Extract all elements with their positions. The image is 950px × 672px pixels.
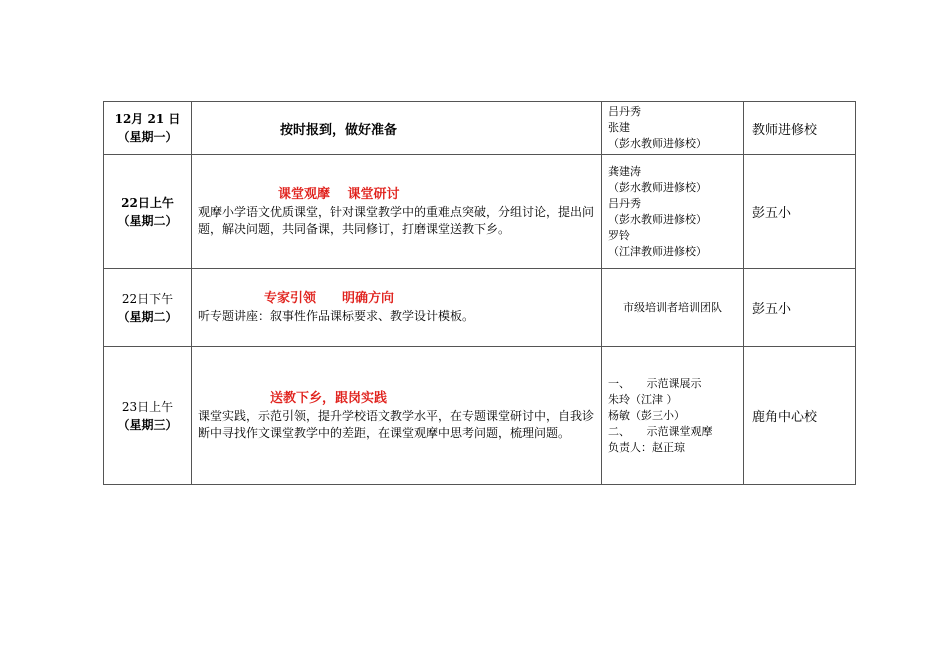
people-cell — [602, 347, 744, 485]
date-line: 23日上午 — [121, 399, 174, 414]
date-line: 22日上午 — [121, 195, 174, 210]
content-body: 听专题讲座：叙事性作品课标要求、教学设计模板。 — [198, 309, 475, 323]
people-cell — [602, 269, 744, 347]
weekday-line: （星期二） — [117, 309, 178, 324]
person-line: （江津教师进修校） — [608, 244, 707, 258]
person-line: 罗铃 — [608, 228, 630, 242]
person-line: 吕丹秀 — [608, 105, 641, 118]
date-cell — [104, 347, 192, 485]
content-cell — [192, 102, 602, 155]
table-row — [104, 269, 856, 347]
person-line: 一、 示范课展示 — [608, 376, 702, 390]
table-row — [104, 102, 856, 155]
content-title: 送教下乡，跟岗实践 — [270, 390, 388, 406]
content-title: 专家引领 明确方向 — [264, 291, 395, 306]
date-cell — [104, 155, 192, 269]
person-line: 龚建涛 — [608, 164, 641, 178]
person-line: 二、 示范课堂观摩 — [608, 424, 713, 438]
person-line: （彭水教师进修校） — [608, 180, 707, 194]
table-row — [104, 155, 856, 269]
person-line: 吕丹秀 — [608, 196, 641, 210]
location-text: 鹿角中心校 — [752, 410, 818, 425]
location-cell — [744, 269, 856, 347]
content-title: 按时报到，做好准备 — [280, 122, 398, 138]
schedule-table — [103, 101, 856, 485]
person-line: 朱玲（江津 ） — [608, 392, 678, 406]
people-cell — [602, 155, 744, 269]
location-text: 教师进修校 — [752, 122, 818, 138]
content-cell — [192, 155, 602, 269]
content-cell — [192, 347, 602, 485]
person-line: 负责人：赵正琼 — [608, 440, 685, 454]
content-body: 课堂实践，示范引领，提升学校语文教学水平，在专题课堂研讨中，自我诊断中寻找作文课堂教学中的差距，在课堂观摩中思考问题，梳理问题。 — [198, 408, 595, 440]
content-title: 课堂观摩 课堂研讨 — [278, 186, 400, 202]
date-line: 22日下午 — [121, 291, 174, 306]
person-line: 市级培训者培训团队 — [623, 300, 722, 314]
table-row — [104, 347, 856, 485]
content-cell — [192, 269, 602, 347]
content-body: 观摩小学语文优质课堂，针对课堂教学中的重难点突破，分组讨论，提出问题，解决问题，共同备课，共同修订，打磨课堂送教下乡。 — [198, 204, 595, 236]
person-line: （彭水教师进修校） — [608, 212, 707, 226]
person-line: 杨敏（彭三小） — [608, 408, 685, 422]
people-cell — [602, 102, 744, 155]
weekday-line: （星期二） — [117, 213, 178, 228]
weekday-line: （星期一） — [117, 130, 178, 144]
location-cell — [744, 347, 856, 485]
date-cell — [104, 269, 192, 347]
location-cell — [744, 155, 856, 269]
weekday-line: （星期三） — [117, 417, 178, 432]
date-cell — [104, 102, 192, 155]
location-cell — [744, 102, 856, 155]
person-line: （彭水教师进修校） — [608, 137, 707, 150]
location-text: 彭五小 — [752, 302, 792, 317]
person-line: 张建 — [608, 121, 630, 134]
location-text: 彭五小 — [752, 206, 792, 221]
date-line: 12月 21 日 — [114, 112, 181, 126]
